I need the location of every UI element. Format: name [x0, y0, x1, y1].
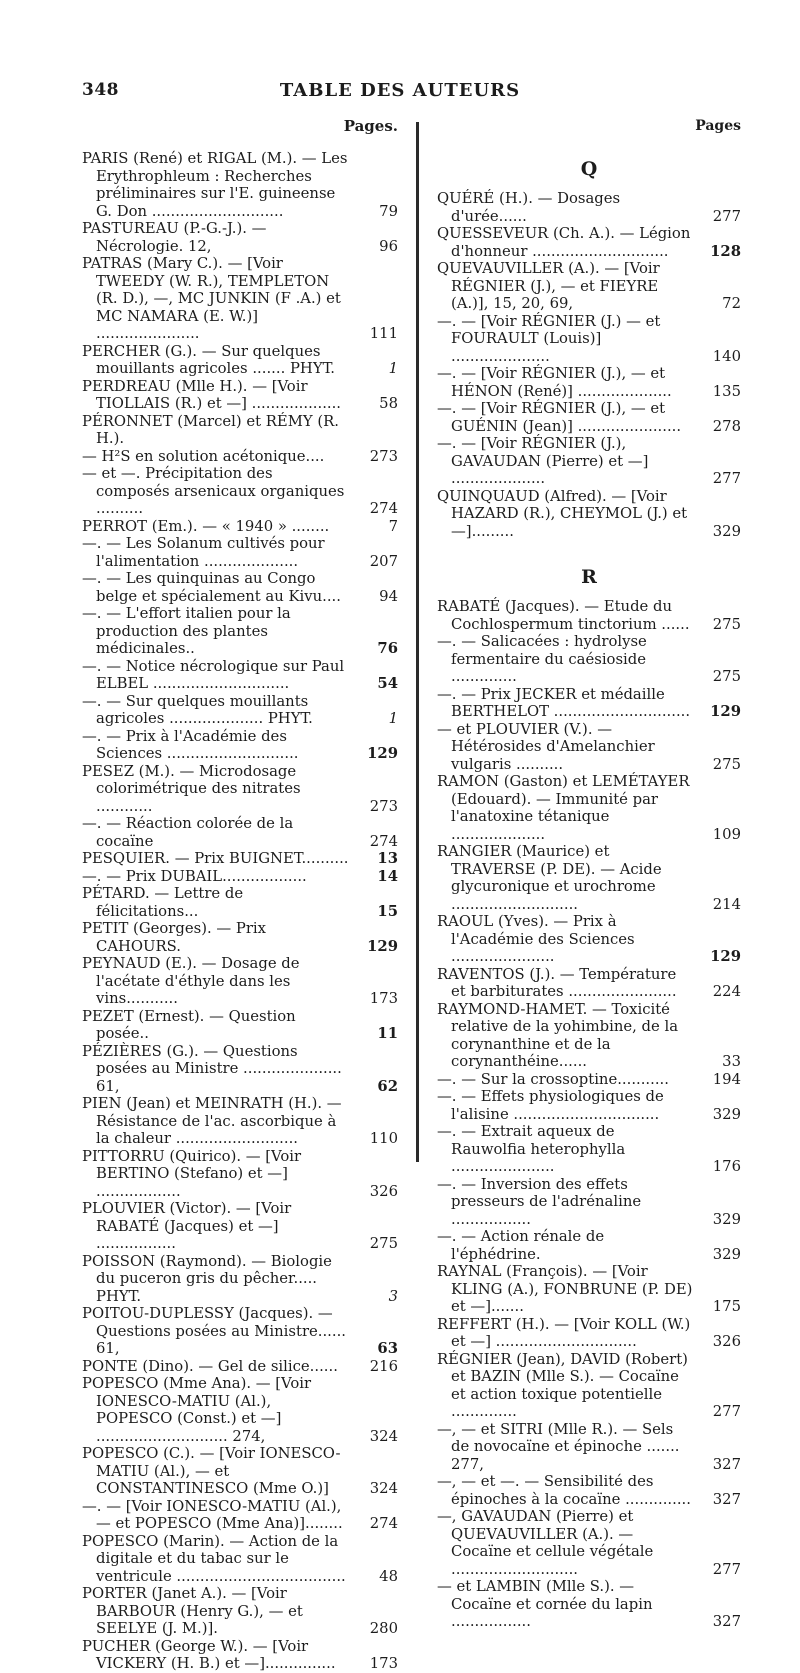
entry-text: REFFERT (H.). — [Voir KOLL (W.) et —] .............................. — [437, 1315, 691, 1350]
entry-text: POITOU-DUPLESSY (Jacques). — Questions posées au Ministre...... 61, — [82, 1305, 347, 1357]
index-entry — [437, 400, 741, 435]
index-entry — [82, 1638, 398, 1673]
index-entry — [82, 955, 398, 1008]
index-entry — [82, 693, 398, 728]
entry-text: RAOUL (Yves). — Prix à l'Académie des Sciences ...................... — [437, 913, 635, 965]
index-entry — [82, 448, 398, 466]
entry-text: —, GAVAUDAN (Pierre) et QUEVAUVILLER (A.). — Cocaïne et cellule végétale ........................... — [437, 1508, 654, 1578]
pages-column-label: Pages — [695, 118, 741, 134]
index-entry — [437, 190, 741, 225]
index-entry — [437, 1473, 741, 1508]
entry-pages: 48 — [379, 1567, 398, 1585]
index-entry — [437, 966, 741, 1001]
entry-pages: 326 — [369, 1182, 398, 1200]
entry-pages: 277 — [712, 1403, 741, 1420]
entry-text: RAYNAL (François). — [Voir KLING (A.), FONBRUNE (P. DE) et —]....... — [437, 1263, 693, 1315]
entry-pages: 327 — [712, 1613, 741, 1630]
entry-text: PERROT (Em.). — « 1940 » ........ — [82, 517, 330, 535]
index-entry — [82, 1253, 398, 1306]
index-entry — [82, 570, 398, 605]
index-entry — [82, 850, 398, 868]
index-entry — [82, 658, 398, 693]
entry-pages: 280 — [369, 1620, 398, 1637]
entry-pages: 110 — [369, 1130, 398, 1147]
entry-text: PERCHER (G.). — Sur quelques mouillants agricoles ....... PHYT. — [82, 342, 335, 377]
entry-text: PÉTARD. — Lettre de félicitations... — [82, 885, 244, 920]
entry-text: —. — Effets physiologiques de l'alisine ............................... — [437, 1088, 664, 1123]
entry-text: PIEN (Jean) et MEINRATH (H.). — Résistance de l'ac. ascorbique à la chaleur .......................... — [82, 1095, 342, 1147]
entry-pages: 135 — [712, 382, 741, 400]
left-column — [82, 118, 398, 1673]
index-entry — [82, 255, 398, 343]
entry-text: —. — Notice nécrologique sur Paul ELBEL ............................. — [82, 657, 345, 692]
entry-text: —. — [Voir RÉGNIER (J.), — et HÉNON (René)] .................... — [437, 365, 672, 400]
index-entry — [437, 1071, 741, 1089]
entry-pages: 72 — [722, 295, 741, 312]
index-entry — [82, 885, 398, 920]
entry-pages: 275 — [712, 615, 741, 633]
index-entry — [437, 686, 741, 721]
entry-text: RÉGNIER (Jean), DAVID (Robert) et BAZIN (Mlle S.). — Cocaïne et action toxique potentielle .............. — [437, 1350, 688, 1420]
index-entry — [437, 721, 741, 774]
index-entry — [82, 868, 398, 886]
section-letter-r: R — [581, 566, 597, 588]
index-entry — [437, 1421, 741, 1474]
entry-pages: 76 — [377, 640, 398, 657]
entry-pages: 3 — [388, 1287, 398, 1305]
entry-text: —. — Sur quelques mouillants agricoles .................... PHYT. — [82, 692, 313, 727]
entry-text: PORTER (Janet A.). — [Voir BARBOUR (Henry G.), — et SEELYE (J. M.)]. — [82, 1585, 303, 1637]
index-entry — [82, 605, 398, 658]
index-entry — [82, 1358, 398, 1376]
index-entry — [82, 1305, 398, 1358]
entry-text: —, — et —. — Sensibilité des épinoches à la cocaïne .............. — [437, 1473, 691, 1508]
index-entry — [82, 1200, 398, 1253]
index-entry — [437, 1578, 741, 1631]
index-entry — [82, 728, 398, 763]
entry-text: —. — L'effort italien pour la production des plantes médicinales.. — [82, 605, 291, 657]
entry-text: PUCHER (George W.). — [Voir VICKERY (H. B.) et —]............... — [82, 1637, 336, 1672]
entry-text: RAMON (Gaston) et LEMÉTAYER (Edouard). — Immunité par l'anatoxine tétanique .................... — [437, 773, 690, 843]
entry-pages: 274 — [369, 500, 398, 517]
index-entry — [82, 1375, 398, 1445]
entry-pages: 63 — [377, 1340, 398, 1357]
right-column — [437, 118, 741, 1631]
entry-pages: 329 — [712, 1105, 741, 1123]
index-entry — [82, 220, 398, 255]
entry-text: —. — [Voir IONESCO-MATIU (Al.), — et POPESCO (Mme Ana)]........ — [82, 1497, 343, 1532]
r-entry-list — [437, 598, 741, 1631]
entry-pages: 277 — [712, 1560, 741, 1578]
index-entry — [82, 465, 398, 518]
index-entry — [437, 1508, 741, 1578]
index-entry — [82, 1498, 398, 1533]
entry-pages: 175 — [712, 1298, 741, 1315]
entry-text: —. — [Voir RÉGNIER (J.), GAVAUDAN (Pierre) et —] .................... — [437, 435, 649, 487]
index-entry — [437, 1176, 741, 1229]
index-entry — [82, 1533, 398, 1586]
entry-pages: 54 — [377, 675, 398, 692]
section-letter-q: Q — [580, 158, 598, 180]
index-entry — [82, 150, 398, 220]
entry-text: RAYMOND-HAMET. — Toxicité relative de la yohimbine, de la corynanthine et de la corynanthéine...... — [437, 1000, 679, 1070]
entry-pages: 326 — [712, 1333, 741, 1350]
entry-text: —. — Inversion des effets presseurs de l'adrénaline ................. — [437, 1175, 642, 1228]
entry-pages: 13 — [377, 850, 398, 867]
index-entry — [437, 260, 741, 313]
pages-column-label: Pages. — [343, 117, 398, 135]
entry-text: —. — Prix JECKER et médaille BERTHELOT ............................. — [437, 685, 691, 720]
entry-pages: 11 — [377, 1025, 398, 1042]
entry-pages: 140 — [712, 347, 741, 365]
index-entry — [437, 1228, 741, 1263]
entry-pages: 129 — [710, 948, 741, 965]
index-entry — [437, 913, 741, 966]
index-entry — [437, 1263, 741, 1316]
entry-pages: 324 — [369, 1480, 398, 1497]
entry-pages: 194 — [712, 1070, 741, 1088]
entry-text: PASTUREAU (P.-G.-J.). — Nécrologie. 12, — [82, 220, 267, 255]
column-divider — [416, 122, 419, 1162]
entry-pages: 128 — [710, 242, 741, 260]
entry-text: PONTE (Dino). — Gel de silice...... — [82, 1357, 338, 1375]
entry-text: POPESCO (Marin). — Action de la digitale et du tabac sur le ventricule .................................... — [82, 1532, 346, 1585]
entry-text: POPESCO (C.). — [Voir IONESCO-MATIU (Al.), — et CONSTANTINESCO (Mme O.)] — [82, 1445, 341, 1497]
entry-pages: 176 — [712, 1158, 741, 1175]
entry-text: —. — Prix à l'Académie des Sciences ............................ — [82, 727, 299, 762]
entry-text: QUESSEVEUR (Ch. A.). — Légion d'honneur ............................. — [437, 225, 691, 260]
entry-text: —. — Salicacées : hydrolyse fermentaire du caésioside .............. — [437, 633, 647, 685]
entry-pages: 15 — [377, 902, 398, 920]
entry-pages: 58 — [379, 395, 398, 412]
entry-text: POISSON (Raymond). — Biologie du puceron gris du pêcher..... PHYT. — [82, 1252, 332, 1305]
entry-text: PÉRONNET (Marcel) et RÉMY (R. H.). — [82, 412, 339, 447]
entry-pages: 329 — [712, 1210, 741, 1228]
index-entry — [437, 435, 741, 488]
entry-text: RABATÉ (Jacques). — Etude du Cochlospermum tinctorium ...... — [437, 598, 690, 633]
entry-pages: 277 — [712, 470, 741, 487]
entry-text: QUÉRÉ (H.). — Dosages d'urée...... — [437, 190, 621, 225]
entry-text: PESEZ (M.). — Microdosage colorimétrique des nitrates ............ — [82, 762, 301, 815]
index-entry — [82, 1008, 398, 1043]
entry-text: PATRAS (Mary C.). — [Voir TWEEDY (W. R.), TEMPLETON (R. D.), —, MC JUNKIN (F .A.) et MC NAMARA (E. W.)] ...................... — [82, 255, 341, 342]
entry-text: — et LAMBIN (Mlle S.). — Cocaïne et cornée du lapin ................. — [437, 1578, 653, 1630]
entry-text: —, — et SITRI (Mlle R.). — Sels de novocaïne et épinoche ....... 277, — [437, 1420, 680, 1473]
entry-pages: 111 — [369, 325, 398, 342]
entry-text: PÉZIÈRES (G.). — Questions posées au Ministre ..................... 61, — [82, 1042, 342, 1095]
index-entry — [437, 1351, 741, 1421]
index-entry — [437, 598, 741, 633]
entry-text: RANGIER (Maurice) et TRAVERSE (P. DE). — Acide glycuronique et urochrome ........................... — [437, 843, 662, 913]
left-entry-list — [82, 150, 398, 1673]
entry-text: —. — Prix DUBAIL.................. — [82, 867, 307, 885]
entry-pages: 62 — [377, 1077, 398, 1095]
entry-pages: 324 — [369, 1427, 398, 1445]
index-entry — [82, 920, 398, 955]
index-entry — [82, 1043, 398, 1096]
entry-text: —. — Action rénale de l'éphédrine. — [437, 1228, 605, 1263]
entry-text: —. — [Voir RÉGNIER (J.) — et FOURAULT (Louis)] ..................... — [437, 312, 661, 365]
entry-text: —. — Les quinquinas au Congo belge et spécialement au Kivu.... — [82, 570, 341, 605]
entry-text: PEYNAUD (E.). — Dosage de l'acétate d'éthyle dans les vins........... — [82, 955, 300, 1007]
entry-pages: 173 — [369, 1655, 398, 1672]
page-number: 348 — [82, 80, 119, 100]
index-entry — [437, 773, 741, 843]
index-entry — [82, 535, 398, 570]
q-entry-list — [437, 190, 741, 540]
entry-pages: 278 — [712, 417, 741, 435]
entry-pages: 275 — [712, 668, 741, 685]
entry-text: POPESCO (Mme Ana). — [Voir IONESCO-MATIU (Al.), POPESCO (Const.) et —] ............................ 274, — [82, 1375, 312, 1445]
entry-text: —. — Les Solanum cultivés pour l'alimentation .................... — [82, 535, 325, 570]
entry-pages: 273 — [369, 447, 398, 465]
index-entry — [437, 365, 741, 400]
entry-text: — H²S en solution acétonique.... — [82, 447, 325, 465]
entry-pages: 216 — [369, 1357, 398, 1375]
running-title: TABLE DES AUTEURS — [279, 80, 521, 101]
entry-text: QUEVAUVILLER (A.). — [Voir RÉGNIER (J.), — et FIEYRE (A.)], 15, 20, 69, — [437, 260, 660, 312]
index-entry — [437, 1001, 741, 1071]
entry-text: PITTORRU (Quirico). — [Voir BERTINO (Stefano) et —] .................. — [82, 1147, 302, 1200]
entry-text: QUINQUAUD (Alfred). — [Voir HAZARD (R.), CHEYMOL (J.) et —]......... — [437, 487, 688, 540]
entry-pages: 274 — [369, 1515, 398, 1532]
entry-text: —. — Extrait aqueux de Rauwolfia heterophylla ...................... — [437, 1123, 626, 1175]
entry-pages: 173 — [369, 990, 398, 1007]
entry-pages: 1 — [388, 710, 398, 727]
entry-pages: 275 — [712, 755, 741, 773]
index-entry — [82, 1148, 398, 1201]
entry-pages: 214 — [712, 895, 741, 913]
entry-pages: 33 — [722, 1053, 741, 1070]
entry-pages: 274 — [369, 832, 398, 850]
entry-text: — et PLOUVIER (V.). — Hétérosides d'Amelanchier vulgaris .......... — [437, 720, 655, 773]
entry-pages: 1 — [388, 360, 398, 377]
index-entry — [82, 1095, 398, 1148]
entry-pages: 275 — [369, 1235, 398, 1252]
entry-text: PERDREAU (Mlle H.). — [Voir TIOLLAIS (R.) et —] ................... — [82, 377, 342, 412]
entry-pages: 327 — [712, 1455, 741, 1473]
entry-pages: 129 — [367, 937, 398, 955]
entry-text: PEZET (Ernest). — Question posée.. — [82, 1007, 296, 1042]
index-entry — [437, 633, 741, 686]
entry-pages: 14 — [377, 867, 398, 885]
index-entry — [437, 843, 741, 913]
index-entry — [82, 343, 398, 378]
index-entry — [437, 313, 741, 366]
entry-pages: 109 — [712, 825, 741, 843]
index-entry — [437, 1088, 741, 1123]
entry-text: PARIS (René) et RIGAL (M.). — Les Erythrophleum : Recherches préliminaires sur l'E. guineense G. Don ............................ — [82, 150, 348, 220]
entry-pages: 129 — [710, 703, 741, 720]
index-entry — [437, 488, 741, 541]
index-entry — [82, 815, 398, 850]
index-entry — [82, 1445, 398, 1498]
index-entry — [437, 1316, 741, 1351]
index-entry — [437, 225, 741, 260]
index-entry — [82, 1585, 398, 1638]
entry-pages: 224 — [712, 983, 741, 1000]
entry-pages: 329 — [712, 1245, 741, 1263]
index-entry — [82, 763, 398, 816]
index-entry — [437, 1123, 741, 1176]
page-header — [0, 80, 800, 104]
entry-pages: 207 — [369, 552, 398, 570]
entry-pages: 277 — [712, 207, 741, 225]
entry-text: — et —. Précipitation des composés arsenicaux organiques .......... — [82, 465, 345, 517]
entry-text: —. — Sur la crossoptine........... — [437, 1070, 669, 1088]
entry-pages: 79 — [379, 202, 398, 220]
entry-text: —. — Réaction colorée de la cocaïne — [82, 815, 294, 850]
index-entry — [82, 378, 398, 413]
entry-pages: 327 — [712, 1490, 741, 1508]
entry-pages: 273 — [369, 797, 398, 815]
entry-text: PLOUVIER (Victor). — [Voir RABATÉ (Jacques) et —] ................. — [82, 1200, 292, 1252]
entry-text: RAVENTOS (J.). — Température et barbiturates ....................... — [437, 965, 677, 1000]
entry-pages: 129 — [367, 745, 398, 762]
entry-pages: 94 — [379, 587, 398, 605]
entry-pages: 7 — [388, 517, 398, 535]
entry-pages: 329 — [712, 522, 741, 540]
entry-pages: 96 — [379, 237, 398, 255]
index-entry — [82, 518, 398, 536]
entry-text: PESQUIER. — Prix BUIGNET.......... — [82, 850, 349, 867]
entry-text: —. — [Voir RÉGNIER (J.), — et GUÉNIN (Jean)] ...................... — [437, 400, 682, 435]
entry-text: PETIT (Georges). — Prix CAHOURS. — [82, 920, 266, 955]
index-entry — [82, 413, 398, 448]
